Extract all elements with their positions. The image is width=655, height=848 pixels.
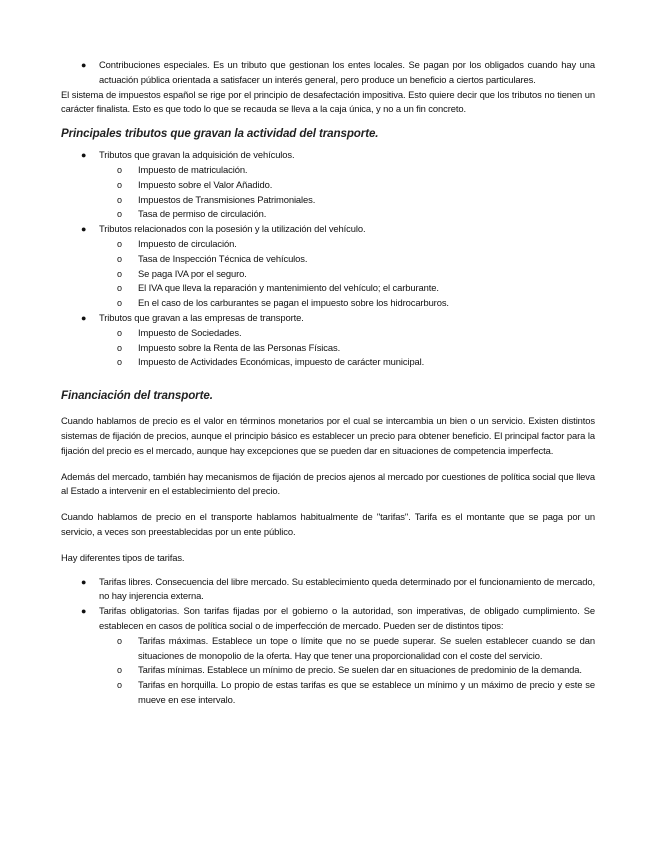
sub-item-text: Se paga IVA por el seguro. [138,267,247,279]
list-item [61,634,595,664]
sub-item-text: Impuesto de circulación. [138,237,237,249]
list-item [61,237,595,252]
list-item [61,326,595,341]
circle-bullet-icon: o [117,635,122,646]
circle-bullet-icon: o [117,268,122,279]
sub-item-text: Impuesto de matriculación. [138,163,248,175]
list-item [61,575,595,605]
list-item [61,663,595,678]
group-label: Tributos relacionados con la posesión y la utilización del vehículo. [99,223,366,235]
sub-item-text: Impuesto de Actividades Económicas, impuesto de carácter municipal. [138,356,425,368]
list-item [61,355,595,370]
bullet-icon: ● [81,224,87,235]
sub-item-text: El IVA que lleva la reparación y mantenimiento del vehículo; el carburante. [138,282,439,294]
list-item [61,193,595,208]
circle-bullet-icon: o [117,357,122,368]
tributos-list [61,148,595,370]
circle-bullet-icon: o [117,298,122,309]
list-item [61,296,595,311]
list-item [61,281,595,296]
sub-item-text: Impuesto sobre el Valor Añadido. [138,178,273,190]
circle-bullet-icon: o [117,209,122,220]
sub-item-text: Tasa de permiso de circulación. [138,208,267,220]
sub-item-text: Impuesto de Sociedades. [138,326,242,338]
bullet-icon: ● [81,606,87,617]
intro-list [61,58,595,88]
list-item [61,341,595,356]
section-heading-financiacion: Financiación del transporte. [61,389,213,403]
circle-bullet-icon: o [117,238,122,249]
sub-item-text: Impuesto sobre la Renta de las Personas Físicas. [138,341,341,353]
circle-bullet-icon: o [117,680,122,691]
list-item [61,267,595,282]
document-content [61,58,595,708]
tarifas-list [61,575,595,708]
list-item [61,222,595,237]
circle-bullet-icon: o [117,194,122,205]
circle-bullet-icon: o [117,342,122,353]
sub-item-text: En el caso de los carburantes se pagan el impuesto sobre los hidrocarburos. [138,297,449,309]
circle-bullet-icon: o [117,327,122,338]
list-item [61,148,595,163]
group-label: Tributos que gravan a las empresas de transporte. [99,311,304,323]
list-item [61,207,595,222]
list-item [61,178,595,193]
intro-bullet-text: Contribuciones especiales. Es un tributo que gestionan los entes locales. Se pagan por los obligados cuando hay una actuación pública orientada a satisfacer un interés general, pero produce un beneficio a ciertos particulares. [99,59,595,85]
sub-item-text: Tasa de Inspección Técnica de vehículos. [138,252,308,264]
group-label: Tributos que gravan la adquisición de vehículos. [99,149,295,161]
paragraph: Cuando hablamos de precio es el valor en términos monetarios por el cual se intercambia un bien o un servicio. Existen distintos sistemas de fijación de precios, aunque el principio básico es establecer un precio para obtener beneficio. El principal factor para la fijación del precio es el mercado, aunque hay excepciones que se pueden dar en situaciones de competencia imperfecta. [61,415,595,456]
bullet-icon: ● [81,150,87,161]
sub-item-text: Tarifas en horquilla. Lo propio de estas tarifas es que se establece un mínimo y un máximo de precio y este se mueve en ese intervalo. [138,679,595,705]
list-item [61,604,595,634]
paragraph: Cuando hablamos de precio en el transporte hablamos habitualmente de "tarifas". Tarifa es el montante que se paga por un servicio, a veces son preestablecidas por un ente público. [61,511,595,537]
bullet-icon: ● [81,60,87,70]
list-item [61,678,595,708]
sub-item-text: Tarifas mínimas. Establece un mínimo de precio. Se suelen dar en situaciones de predominio de la demanda. [138,664,582,676]
bullet-icon: ● [81,576,87,587]
list-item [61,311,595,326]
circle-bullet-icon: o [117,179,122,190]
circle-bullet-icon: o [117,283,122,294]
circle-bullet-icon: o [117,253,122,264]
paragraph: Hay diferentes tipos de tarifas. [61,551,185,563]
list-item [61,58,595,88]
intro-paragraph: El sistema de impuestos español se rige por el principio de desafectación impositiva. Esto quiere decir que los tributos no tienen un carácter finalista. Esto es que todo lo que se recauda se lleva a la caja única, y no a un fin concreto. [61,88,595,115]
circle-bullet-icon: o [117,665,122,676]
tariff-label: Tarifas libres. Consecuencia del libre mercado. Su establecimiento queda determinado por el funcionamiento de mercado, no hay injerencia externa. [99,575,595,602]
bullet-icon: ● [81,312,87,323]
list-item [61,163,595,178]
tariff-label: Tarifas obligatorias. Son tarifas fijadas por el gobierno o la autoridad, son imperativas, de obligado cumplimiento. Se establecen en casos de política social o de imperfección de mercado. Pueden ser de distintos tipos: [99,605,595,631]
paragraph: Además del mercado, también hay mecanismos de fijación de precios ajenos al mercado por cuestiones de política social que lleva al Estado a intervenir en el establecimiento del precio. [61,470,595,497]
list-item [61,252,595,267]
sub-item-text: Impuestos de Transmisiones Patrimoniales. [138,193,316,205]
section-heading-tributos: Principales tributos que gravan la actividad del transporte. [61,127,379,141]
circle-bullet-icon: o [117,164,122,175]
sub-item-text: Tarifas máximas. Establece un tope o límite que no se puede superar. Se suelen establecer cuando se dan situaciones de monopolio de la oferta. Hay que tener una proporcionalidad con el coste del servicio. [138,634,595,661]
